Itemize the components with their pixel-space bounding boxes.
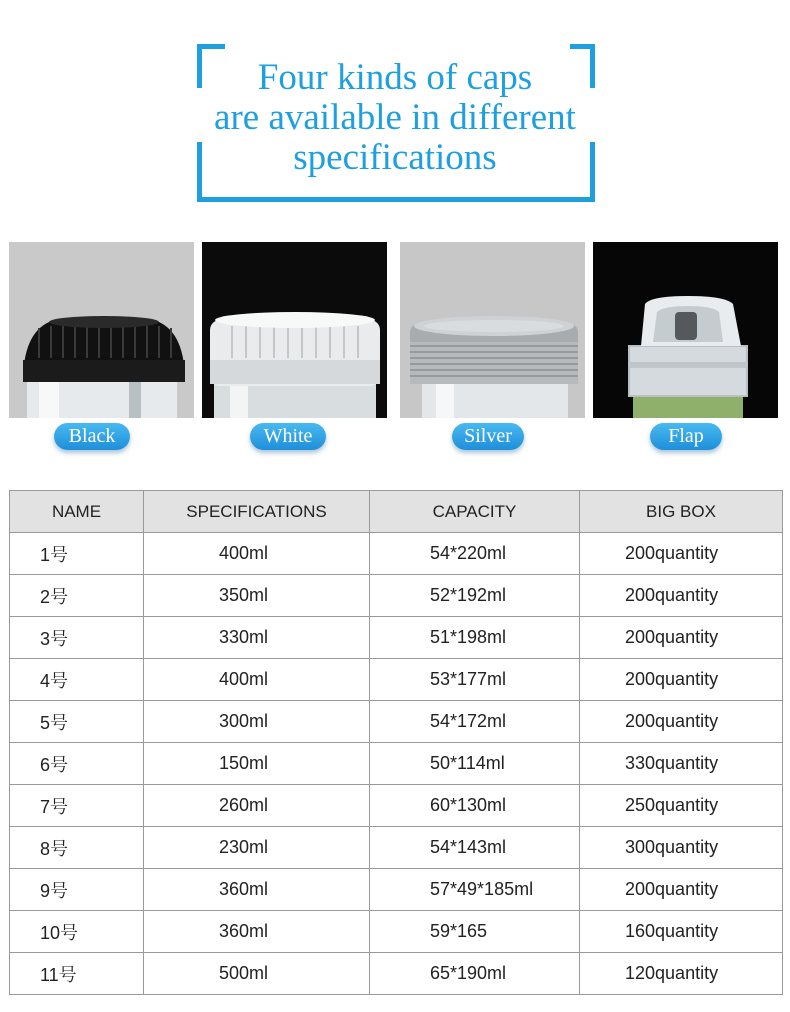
table-row	[10, 701, 783, 743]
spec-cell: 360ml	[144, 869, 370, 911]
silver-cap-photo	[400, 242, 585, 418]
name-cell: 6号	[10, 743, 144, 785]
spec-cell: 150ml	[144, 743, 370, 785]
capacity-cell: 50*114ml	[370, 743, 580, 785]
title-frame-gap	[225, 40, 570, 52]
name-cell: 11号	[10, 953, 144, 995]
spec-cell: 230ml	[144, 827, 370, 869]
table-row	[10, 617, 783, 659]
capacity-cell: 65*190ml	[370, 953, 580, 995]
table-row	[10, 659, 783, 701]
big-box-cell: 200quantity	[580, 617, 783, 659]
name-cell: 2号	[10, 575, 144, 617]
flap-cap-label: Flap	[650, 423, 722, 450]
spec-cell: 400ml	[144, 533, 370, 575]
table-row	[10, 911, 783, 953]
spec-cell: 260ml	[144, 785, 370, 827]
column-header-capacity: CAPACITY	[370, 491, 580, 533]
name-cell: 9号	[10, 869, 144, 911]
white-cap-label: White	[250, 423, 326, 450]
big-box-cell: 200quantity	[580, 659, 783, 701]
black-cap-photo	[9, 242, 194, 418]
capacity-cell: 54*143ml	[370, 827, 580, 869]
name-cell: 5号	[10, 701, 144, 743]
title-line: Four kinds of caps	[257, 57, 533, 98]
name-cell: 4号	[10, 659, 144, 701]
capacity-cell: 54*220ml	[370, 533, 580, 575]
table-row	[10, 827, 783, 869]
capacity-cell: 52*192ml	[370, 575, 580, 617]
name-cell: 1号	[10, 533, 144, 575]
white-cap-photo	[202, 242, 387, 418]
big-box-cell: 200quantity	[580, 869, 783, 911]
spec-cell: 300ml	[144, 701, 370, 743]
column-header-name: NAME	[10, 491, 144, 533]
spec-table	[9, 490, 783, 995]
big-box-cell: 160quantity	[580, 911, 783, 953]
capacity-cell: 60*130ml	[370, 785, 580, 827]
table-row	[10, 785, 783, 827]
capacity-cell: 59*165	[370, 911, 580, 953]
table-row	[10, 533, 783, 575]
table-row	[10, 953, 783, 995]
page-title	[160, 58, 630, 178]
capacity-cell: 57*49*185ml	[370, 869, 580, 911]
silver-cap-label: Silver	[452, 423, 524, 450]
capacity-cell: 53*177ml	[370, 659, 580, 701]
spec-cell: 360ml	[144, 911, 370, 953]
spec-cell: 330ml	[144, 617, 370, 659]
table-row	[10, 575, 783, 617]
big-box-cell: 300quantity	[580, 827, 783, 869]
spec-cell: 500ml	[144, 953, 370, 995]
spec-cell: 350ml	[144, 575, 370, 617]
title-line: specifications	[293, 137, 497, 178]
title-line: are available in different	[214, 97, 576, 138]
big-box-cell: 200quantity	[580, 533, 783, 575]
column-header-big-box: BIG BOX	[580, 491, 783, 533]
capacity-cell: 54*172ml	[370, 701, 580, 743]
name-cell: 10号	[10, 911, 144, 953]
name-cell: 7号	[10, 785, 144, 827]
big-box-cell: 200quantity	[580, 575, 783, 617]
table-row	[10, 869, 783, 911]
big-box-cell: 120quantity	[580, 953, 783, 995]
name-cell: 3号	[10, 617, 144, 659]
spec-cell: 400ml	[144, 659, 370, 701]
capacity-cell: 51*198ml	[370, 617, 580, 659]
big-box-cell: 200quantity	[580, 701, 783, 743]
column-header-specifications: SPECIFICATIONS	[144, 491, 370, 533]
big-box-cell: 330quantity	[580, 743, 783, 785]
big-box-cell: 250quantity	[580, 785, 783, 827]
table-row	[10, 743, 783, 785]
table-header-row	[10, 491, 783, 533]
flap-cap-photo	[593, 242, 778, 418]
name-cell: 8号	[10, 827, 144, 869]
black-cap-label: Black	[54, 423, 130, 450]
